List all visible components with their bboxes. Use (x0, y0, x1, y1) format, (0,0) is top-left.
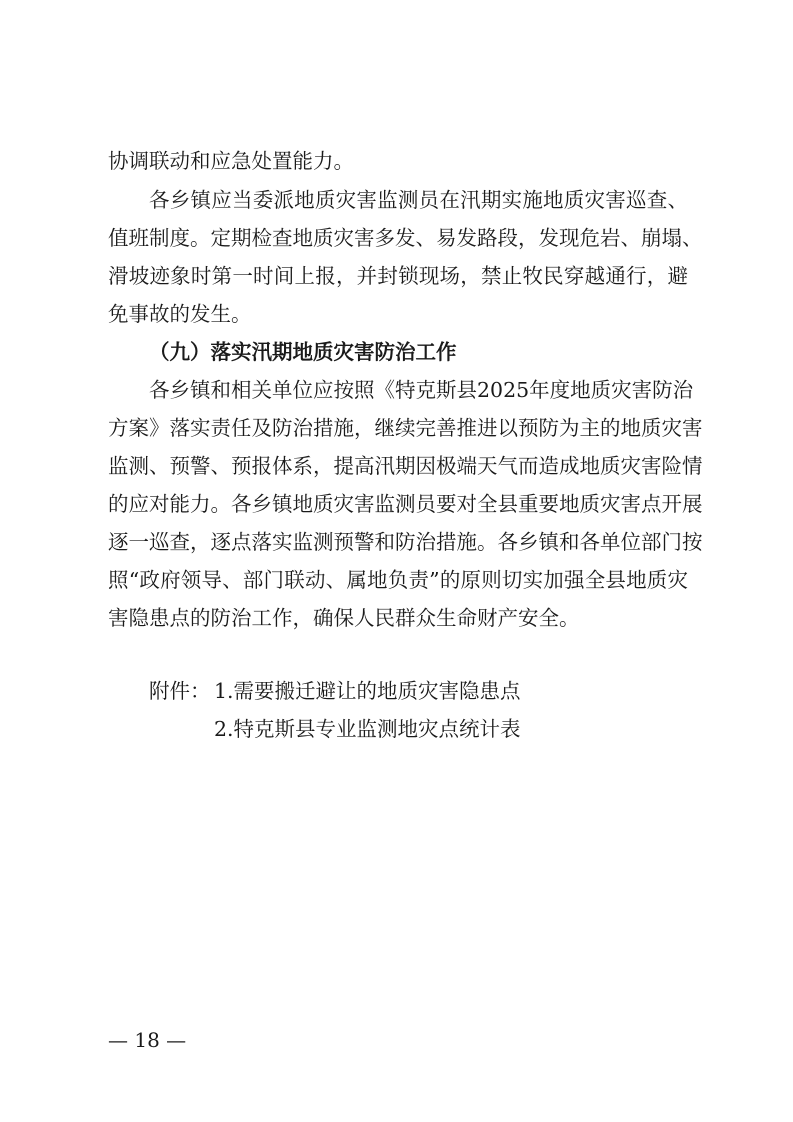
paragraph-line: 逐一巡查，逐点落实监测预警和防治措施。各乡镇和各单位部门按 (108, 530, 703, 554)
paragraph-line: 协调联动和应急处置能力。 (108, 149, 354, 173)
paragraph-line: 监测、预警、预报体系，提高汛期因极端天气而造成地质灾害险情 (108, 454, 703, 478)
paragraph-line: 免事故的发生。 (108, 302, 252, 326)
attachment-item: 2.特克斯县专业监测地灾点统计表 (214, 717, 521, 741)
paragraph-line: 害隐患点的防治工作，确保人民群众生命财产安全。 (108, 606, 580, 630)
paragraph-line: 方案》落实责任及防治措施，继续完善推进以预防为主的地质灾害 (108, 416, 703, 440)
attachment-item: 1.需要搬迁避让的地质灾害隐患点 (214, 679, 521, 703)
paragraph-line: 各乡镇和相关单位应按照《特克斯县2025年度地质灾害防治 (149, 378, 694, 402)
page-number: — 18 — (108, 1028, 187, 1052)
paragraph-line: 滑坡迹象时第一时间上报，并封锁现场，禁止牧民穿越通行，避 (108, 264, 688, 288)
attachments-label: 附件： (149, 679, 211, 703)
paragraph-line: 值班制度。定期检查地质灾害多发、易发路段，发现危岩、崩塌、 (108, 226, 703, 250)
paragraph-line: 各乡镇应当委派地质灾害监测员在汛期实施地质灾害巡查、 (149, 188, 688, 212)
section-heading: （九）落实汛期地质灾害防治工作 (149, 340, 457, 364)
paragraph-line: 的应对能力。各乡镇地质灾害监测员要对全县重要地质灾害点开展 (108, 492, 703, 516)
paragraph-line: 照“政府领导、部门联动、属地负责”的原则切实加强全县地质灾 (108, 568, 688, 592)
